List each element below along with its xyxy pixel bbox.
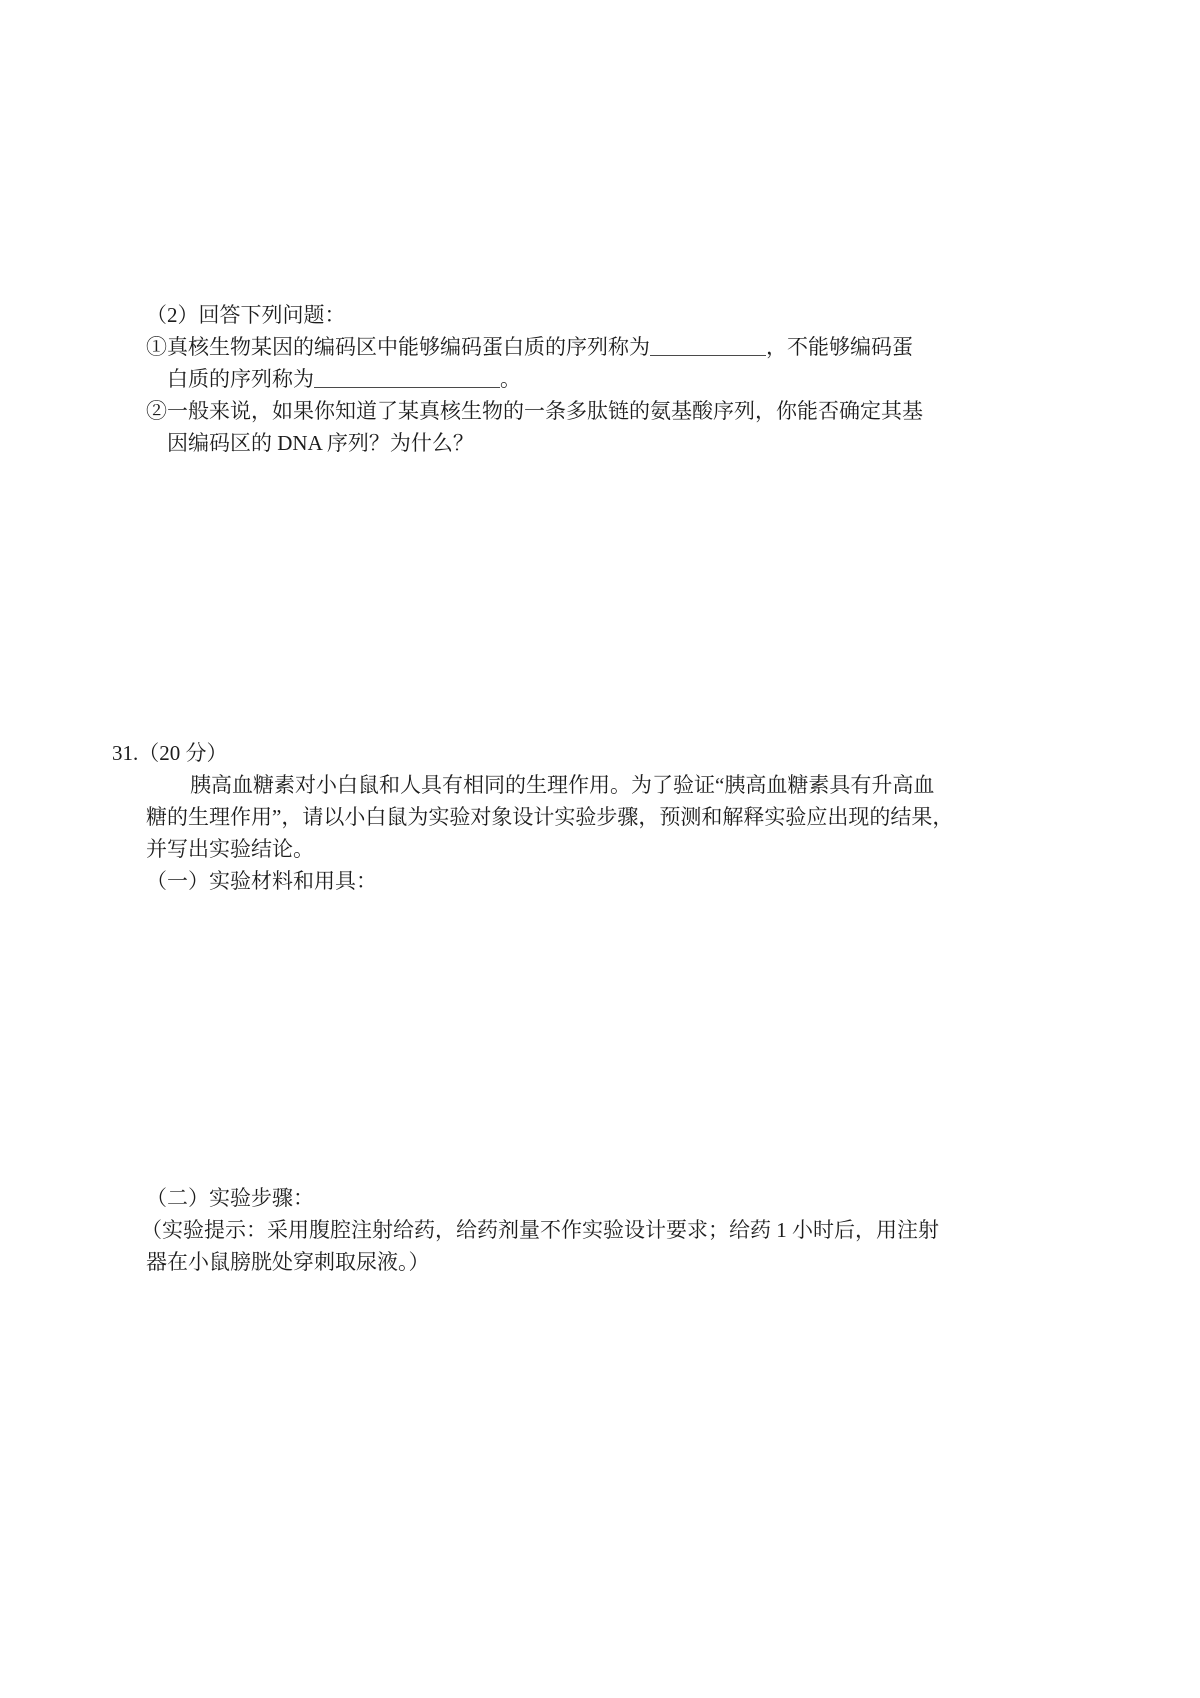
q31-section1-heading: （一）实验材料和用具： (146, 869, 377, 893)
q31-number: 31.（20 分） (112, 741, 228, 765)
q2-item1-line1-text: ①真核生物某因的编码区中能够编码蛋白质的序列称为 (146, 335, 650, 359)
q2-item1-line1-tail: ，不能够编码蛋 (766, 335, 913, 359)
q2-item1-line2-text: 白质的序列称为 (167, 367, 314, 391)
q2-header: （2）回答下列问题： (146, 303, 346, 327)
q2-item1-line2 (167, 367, 521, 391)
q2-item1-line2-tail: 。 (500, 367, 521, 391)
q31-hint-line1: （实验提示：采用腹腔注射给药，给药剂量不作实验设计要求；给药 1 小时后，用注射 (141, 1218, 939, 1242)
q31-paragraph-line1: 胰高血糖素对小白鼠和人具有相同的生理作用。为了验证“胰高血糖素具有升高血 (190, 773, 935, 797)
fill-in-blank (314, 371, 500, 388)
fill-in-blank (650, 339, 766, 356)
q31-section2-heading: （二）实验步骤： (146, 1186, 314, 1210)
q31-paragraph-line3: 并写出实验结论。 (146, 837, 314, 861)
q31-paragraph-line2: 糖的生理作用”，请以小白鼠为实验对象设计实验步骤，预测和解释实验应出现的结果， (146, 805, 954, 829)
q2-item1-line1 (146, 335, 913, 359)
q31-hint-line2: 器在小鼠膀胱处穿刺取尿液。） (146, 1250, 430, 1274)
q2-item2-line1: ②一般来说，如果你知道了某真核生物的一条多肽链的氨基酸序列，你能否确定其基 (146, 399, 923, 423)
q2-item2-line2: 因编码区的 DNA 序列？为什么？ (167, 431, 474, 455)
